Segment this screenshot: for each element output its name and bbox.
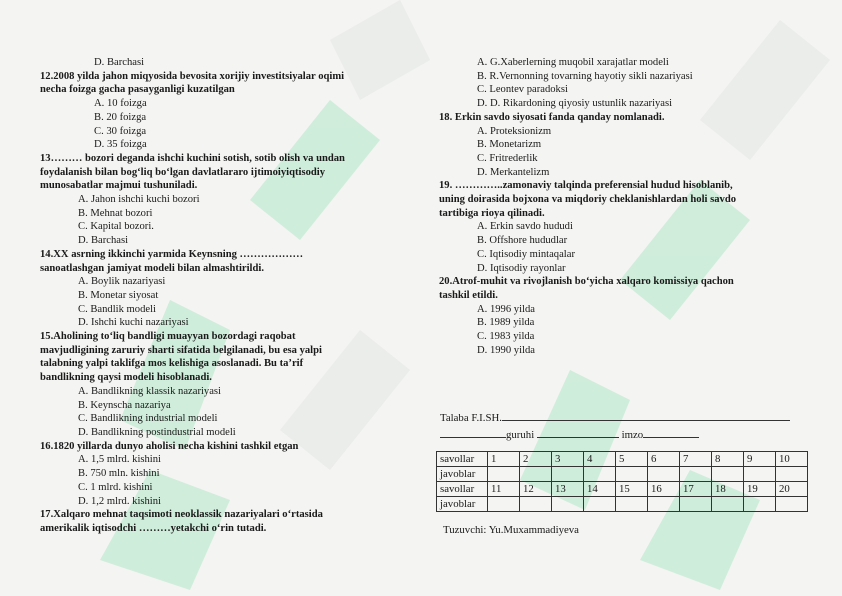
table-row bbox=[437, 497, 808, 512]
question-text: foydalanish bilan bog‘liq bo‘lgan davlatlararo ijtimoiyiqtisodiy bbox=[40, 166, 326, 178]
answer-option: B. Keynscha nazariya bbox=[78, 399, 171, 411]
answer-cell[interactable] bbox=[488, 497, 520, 512]
left-column bbox=[40, 56, 405, 536]
question-number-cell: 15 bbox=[616, 482, 648, 497]
answer-option: C. Bandlik modeli bbox=[78, 303, 156, 315]
row-label: javoblar bbox=[437, 497, 488, 512]
question-text: 14.XX asrning ikkinchi yarmida Keynsning ……………… bbox=[40, 248, 304, 260]
answer-option: A. 1996 yilda bbox=[477, 303, 535, 315]
answer-cell[interactable] bbox=[616, 467, 648, 482]
question-number-cell: 6 bbox=[648, 452, 680, 467]
answer-option: C. 1983 yilda bbox=[477, 331, 535, 343]
question-text: tashkil etildi. bbox=[439, 289, 498, 301]
question-number-cell: 18 bbox=[712, 482, 744, 497]
answer-cell[interactable] bbox=[552, 497, 584, 512]
answer-cell[interactable] bbox=[680, 467, 712, 482]
question-text: mavjudligining zaruriy sharti sifatida belgilanadi, bu esa yalpi bbox=[40, 344, 322, 356]
answer-cell[interactable] bbox=[744, 497, 776, 512]
question-text: 16.1820 yillarda dunyo aholisi necha kishini tashkil etgan bbox=[40, 440, 299, 452]
question-number-cell: 8 bbox=[712, 452, 744, 467]
question-number-cell: 14 bbox=[584, 482, 616, 497]
answer-cell[interactable] bbox=[584, 467, 616, 482]
answer-option: B. 20 foizga bbox=[94, 111, 147, 123]
question-number-cell: 9 bbox=[744, 452, 776, 467]
table-row bbox=[437, 467, 808, 482]
question-text: 13……… bozori deganda ishchi kuchini sotish, sotib olish va undan bbox=[40, 152, 345, 164]
table-row bbox=[437, 452, 808, 467]
question-number-cell: 2 bbox=[520, 452, 552, 467]
question-text: 15.Aholining to‘liq bandligi muayyan bozordagi raqobat bbox=[40, 331, 296, 343]
question-number-cell: 1 bbox=[488, 452, 520, 467]
answer-option: B. 1989 yilda bbox=[477, 317, 535, 329]
answer-option: B. Mehnat bozori bbox=[78, 207, 153, 219]
answer-option: A. Proteksionizm bbox=[477, 125, 552, 137]
question-text: tartibiga rioya qilinadi. bbox=[439, 207, 545, 219]
answer-option: C. 30 foizga bbox=[94, 125, 147, 137]
question-number-cell: 3 bbox=[552, 452, 584, 467]
student-info bbox=[440, 409, 790, 443]
answer-cell[interactable] bbox=[712, 467, 744, 482]
question-text: 20.Atrof-muhit va rivojlanish bo‘yicha xalqaro komissiya qachon bbox=[439, 276, 734, 288]
answer-option: D. Iqtisodiy rayonlar bbox=[477, 262, 566, 274]
sign-gap-field[interactable] bbox=[537, 426, 619, 438]
answer-option: D. Ishchi kuchi nazariyasi bbox=[78, 317, 189, 329]
question-number-cell: 19 bbox=[744, 482, 776, 497]
question-text: 19. …………..zamonaviy talqinda preferensial hudud hisoblanib, bbox=[439, 180, 733, 192]
right-column bbox=[439, 56, 809, 357]
sign-label: imzo bbox=[621, 429, 644, 441]
answer-option: D. D. Rikardoning qiyosiy ustunlik nazariyasi bbox=[477, 98, 673, 110]
answer-option: D. Barchasi bbox=[94, 57, 145, 68]
question-text: bandlikning qaysi modeli hisoblanadi. bbox=[40, 372, 212, 384]
answer-option: D. Barchasi bbox=[78, 235, 129, 247]
answer-option: D. 35 foizga bbox=[94, 139, 147, 151]
answer-cell[interactable] bbox=[648, 467, 680, 482]
group-field[interactable] bbox=[440, 426, 506, 438]
answer-option: A. 10 foizga bbox=[94, 98, 147, 110]
question-text: necha foizga gacha pasayganligi kuzatilgan bbox=[40, 84, 235, 96]
student-name-label: Talaba F.I.SH. bbox=[440, 412, 502, 424]
group-sign-line bbox=[440, 426, 790, 443]
question-text: 18. Erkin savdo siyosati fanda qanday nomlanadi. bbox=[439, 111, 665, 123]
question-number-cell: 7 bbox=[680, 452, 712, 467]
answer-option: D. Merkantelizm bbox=[477, 166, 550, 178]
question-number-cell: 10 bbox=[776, 452, 808, 467]
answer-option: D. 1990 yilda bbox=[477, 344, 535, 356]
answer-cell[interactable] bbox=[584, 497, 616, 512]
answer-option: C. Bandlikning industrial modeli bbox=[78, 413, 218, 425]
answer-option: C. Kapital bozori. bbox=[78, 221, 154, 233]
row-label: savollar bbox=[437, 482, 488, 497]
answer-option: A. Erkin savdo hududi bbox=[477, 221, 573, 233]
answer-option: A. Jahon ishchi kuchi bozori bbox=[78, 194, 200, 206]
answer-option: C. 1 mlrd. kishini bbox=[78, 481, 153, 493]
answer-option: B. Offshore hududlar bbox=[477, 235, 568, 247]
answer-cell[interactable] bbox=[712, 497, 744, 512]
answer-option: D. 1,2 mlrd. kishini bbox=[78, 495, 161, 507]
answer-cell[interactable] bbox=[776, 497, 808, 512]
question-text: sanoatlashgan jamiyat modeli bilan almashtirildi. bbox=[40, 262, 264, 274]
answer-option: C. Leontev paradoksi bbox=[477, 84, 568, 96]
answer-option: A. Bandlikning klassik nazariyasi bbox=[78, 385, 221, 397]
author-line: Tuzuvchi: Yu.Muxammadiyeva bbox=[443, 524, 579, 536]
question-text: amerikalik iqtisodchi ………yetakchi o‘rin tutadi. bbox=[40, 522, 267, 534]
answer-cell[interactable] bbox=[520, 467, 552, 482]
name-field[interactable] bbox=[502, 409, 790, 421]
question-text: 17.Xalqaro mehnat taqsimoti neoklassik nazariyalari o‘rtasida bbox=[40, 509, 323, 521]
question-text: uning doirasida bojxona va miqdoriy cheklanishlardan holi savdo bbox=[439, 194, 737, 206]
question-number-cell: 4 bbox=[584, 452, 616, 467]
row-label: savollar bbox=[437, 452, 488, 467]
answer-option: C. Iqtisodiy mintaqalar bbox=[477, 248, 575, 260]
question-number-cell: 11 bbox=[488, 482, 520, 497]
answer-option: A. G.Xaberlerning muqobil xarajatlar modeli bbox=[477, 57, 669, 68]
answer-cell[interactable] bbox=[520, 497, 552, 512]
answer-cell[interactable] bbox=[616, 497, 648, 512]
answer-option: B. Monetarizm bbox=[477, 139, 542, 151]
answer-cell[interactable] bbox=[776, 467, 808, 482]
answer-option: D. Bandlikning postindustrial modeli bbox=[78, 426, 236, 438]
answer-cell[interactable] bbox=[648, 497, 680, 512]
answer-option: B. 750 mln. kishini bbox=[78, 468, 160, 480]
question-number-cell: 13 bbox=[552, 482, 584, 497]
question-number-cell: 17 bbox=[680, 482, 712, 497]
question-text: munosabatlar majmui tushuniladi. bbox=[40, 180, 198, 192]
answer-option: B. Monetar siyosat bbox=[78, 289, 159, 301]
question-text: talabning yalpi taklifga mos kelishiga asoslanadi. Bu ta’rif bbox=[40, 358, 304, 370]
answer-cell[interactable] bbox=[680, 497, 712, 512]
answer-cell[interactable] bbox=[744, 467, 776, 482]
question-number-cell: 5 bbox=[616, 452, 648, 467]
question-number-cell: 16 bbox=[648, 482, 680, 497]
answer-option: A. 1,5 mlrd. kishini bbox=[78, 454, 161, 466]
row-label: javoblar bbox=[437, 467, 488, 482]
answer-table bbox=[436, 451, 808, 512]
answer-option: B. R.Vernonning tovarning hayotiy sikli nazariyasi bbox=[477, 70, 693, 82]
table-row bbox=[437, 482, 808, 497]
answer-cell[interactable] bbox=[552, 467, 584, 482]
answer-option: A. Boylik nazariyasi bbox=[78, 276, 166, 288]
answer-option: C. Fritrederlik bbox=[477, 152, 538, 164]
group-label: guruhi bbox=[506, 429, 535, 441]
student-name-line bbox=[440, 409, 790, 426]
question-text: 12.2008 yilda jahon miqyosida bevosita xorijiy investitsiyalar oqimi bbox=[40, 70, 345, 82]
sign-field[interactable] bbox=[643, 426, 699, 438]
question-number-cell: 20 bbox=[776, 482, 808, 497]
question-number-cell: 12 bbox=[520, 482, 552, 497]
answer-cell[interactable] bbox=[488, 467, 520, 482]
